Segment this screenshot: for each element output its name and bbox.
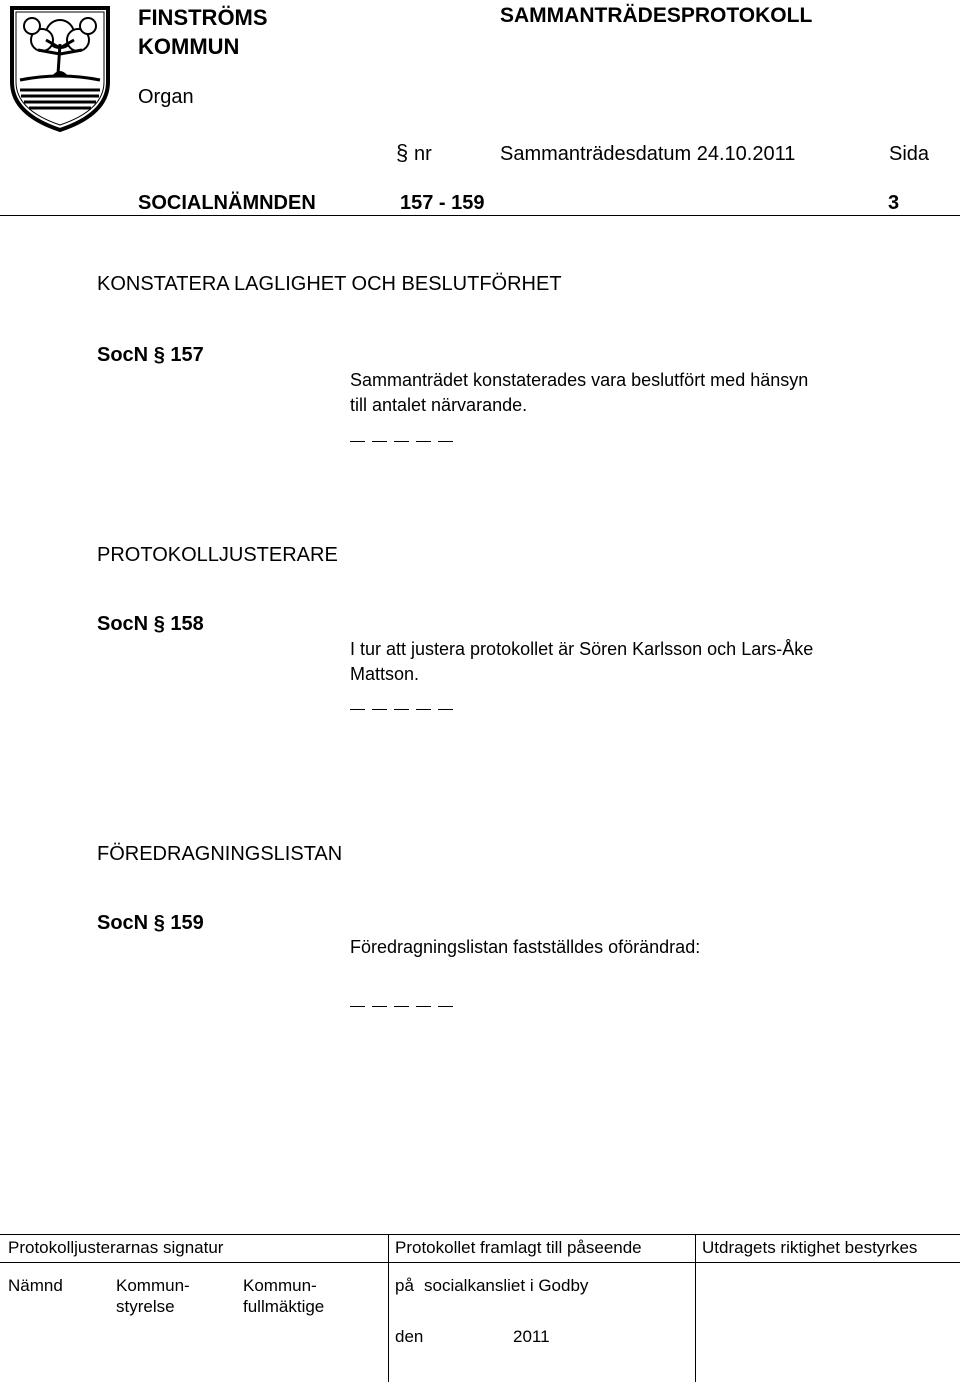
footer-location: socialkansliet i Godby — [424, 1276, 589, 1295]
section-ref — [97, 344, 204, 367]
page-label: Sida — [889, 143, 930, 165]
footer-col3-header: Utdragets riktighet bestyrkes — [702, 1238, 918, 1257]
section-number: 158 — [170, 613, 204, 635]
municipality-name-line1: FINSTRÖMS — [138, 5, 268, 30]
paragraph-symbol-icon: § — [153, 344, 165, 366]
date-label: Sammanträdesdatum 24.10.2011 — [500, 143, 796, 165]
section-ref-org: SocN — [97, 613, 149, 635]
municipality-name-line2: KOMMUN — [138, 34, 240, 59]
nr-label: nr — [414, 143, 432, 165]
footer-col1-header: Protokolljusterarnas signatur — [8, 1238, 224, 1257]
paragraph-symbol-icon: § — [396, 140, 409, 165]
section-text-line2: Mattson. — [350, 664, 420, 684]
section-heading: KONSTATERA LAGLIGHET OCH BESLUTFÖRHET — [97, 273, 562, 295]
section-ref-org: SocN — [97, 344, 149, 366]
footer-pa: på — [395, 1276, 414, 1295]
dash-separator — [350, 1006, 453, 1007]
coat-of-arms-icon — [8, 4, 112, 134]
footer-top-border — [0, 1234, 960, 1235]
section-text-line1: Föredragningslistan fastställdes oförändrad: — [350, 937, 701, 957]
footer-column-divider — [388, 1234, 389, 1382]
section-ref-org: SocN — [97, 912, 149, 934]
header-divider — [0, 215, 960, 216]
footer-kommunstyrelse-line2: styrelse — [116, 1297, 175, 1316]
paragraph-symbol-icon: § — [153, 912, 165, 934]
footer-year: 2011 — [513, 1327, 550, 1346]
section-heading: PROTOKOLLJUSTERARE — [97, 544, 338, 566]
footer-kommunfullmaktige-line1: Kommun- — [243, 1276, 317, 1295]
dash-separator — [350, 709, 453, 710]
paragraph-symbol-icon: § — [153, 613, 165, 635]
footer-namnd: Nämnd — [8, 1276, 63, 1295]
dash-separator — [350, 441, 453, 442]
organ-label: Organ — [138, 86, 194, 108]
footer-col2-header: Protokollet framlagt till påseende — [395, 1238, 642, 1257]
footer-header-border — [0, 1262, 960, 1263]
footer-column-divider — [695, 1234, 696, 1382]
section-ref — [97, 912, 204, 935]
organ-name: SOCIALNÄMNDEN — [138, 192, 316, 214]
section-number: 159 — [170, 912, 204, 934]
footer-kommunfullmaktige-line2: fullmäktige — [243, 1297, 325, 1316]
footer-kommunstyrelse-line1: Kommun- — [116, 1276, 190, 1295]
section-number: 157 — [170, 344, 204, 366]
section-ref — [97, 613, 204, 636]
section-text-line1: I tur att justera protokollet är Sören Karlsson och Lars-Åke — [350, 639, 814, 659]
section-text-line2: till antalet närvarande. — [350, 395, 528, 415]
paragraph-range: 157 - 159 — [400, 192, 485, 214]
section-heading: FÖREDRAGNINGSLISTAN — [97, 843, 343, 865]
section-text-line1: Sammanträdet konstaterades vara beslutfört med hänsyn — [350, 370, 809, 390]
document-type: SAMMANTRÄDESPROTOKOLL — [500, 4, 813, 27]
page-number: 3 — [888, 192, 900, 214]
footer-den: den — [395, 1327, 424, 1346]
